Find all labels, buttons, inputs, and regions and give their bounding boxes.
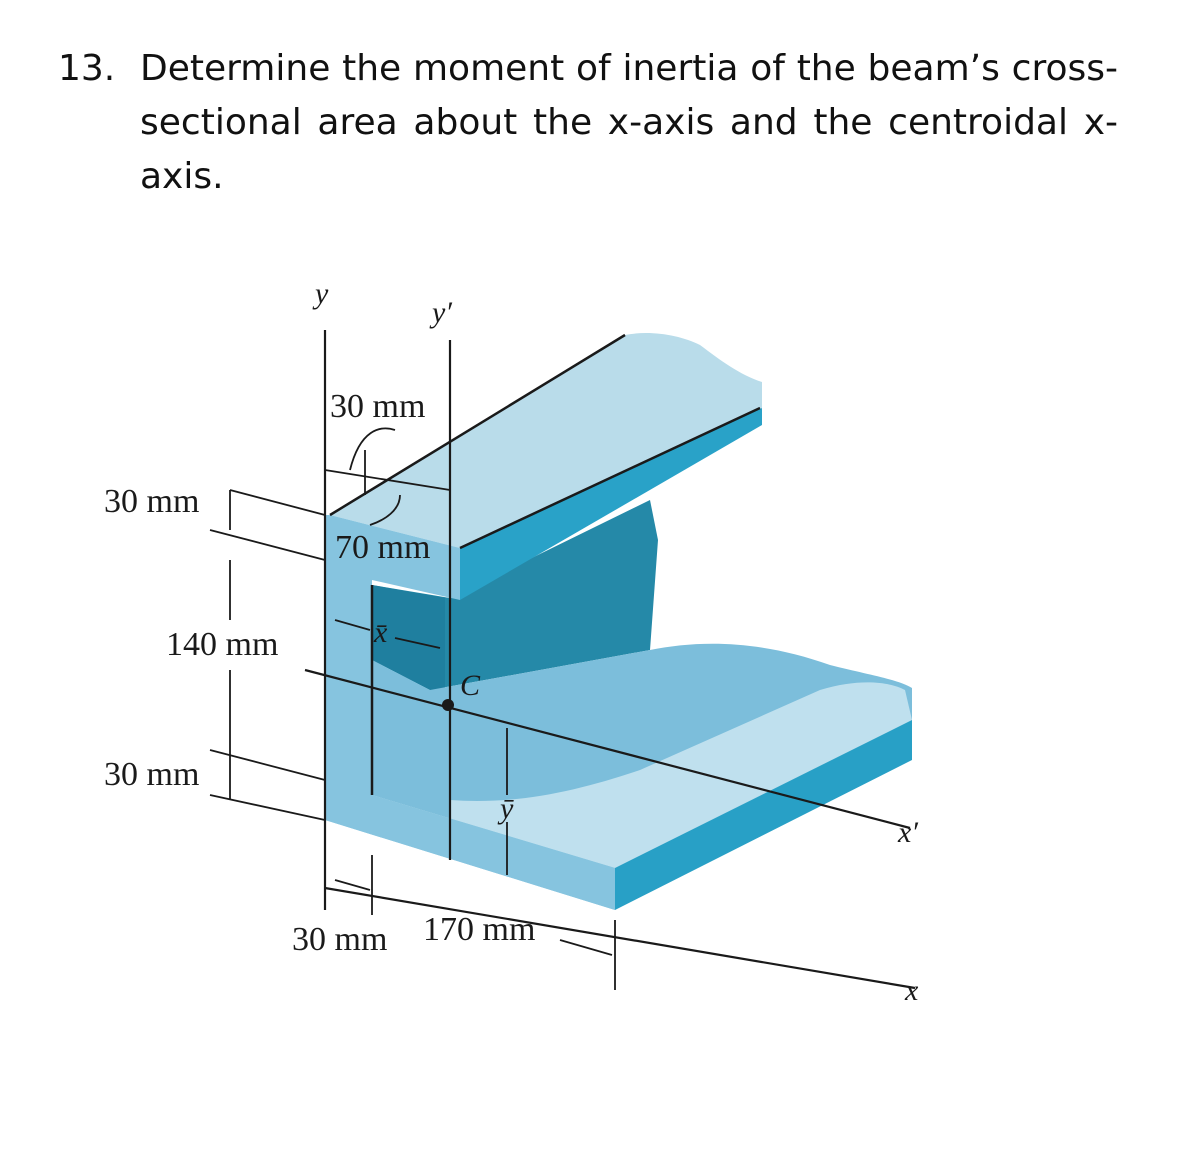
dim-left-top-thickness: 30 mm — [104, 483, 200, 520]
dim-bottom-flange-length: 170 mm — [423, 911, 536, 948]
centroid-point — [442, 699, 454, 711]
dim-left-web-height: 140 mm — [166, 626, 279, 663]
x-bar-label: x̄ — [374, 616, 388, 649]
x-prime-axis-label: x′ — [898, 816, 918, 849]
dim-web-offset: 70 mm — [335, 529, 431, 566]
x-axis-label: x — [905, 974, 919, 1007]
dim-left-bottom-thickness: 30 mm — [104, 756, 200, 793]
dim-bottom-web-thickness: 30 mm — [292, 921, 388, 958]
y-bar-label: ȳ — [500, 792, 514, 825]
centroid-label: C — [460, 669, 481, 702]
problem-text: Determine the moment of inertia of the beam’s cross-sectional area about the x-axis and the centroidal x-axis. — [140, 48, 1118, 197]
problem-number: 13. — [58, 48, 116, 89]
y-axis-label: y — [315, 277, 329, 310]
y-prime-axis-label: y′ — [432, 296, 452, 329]
dim-top-flange-width: 30 mm — [330, 388, 426, 425]
